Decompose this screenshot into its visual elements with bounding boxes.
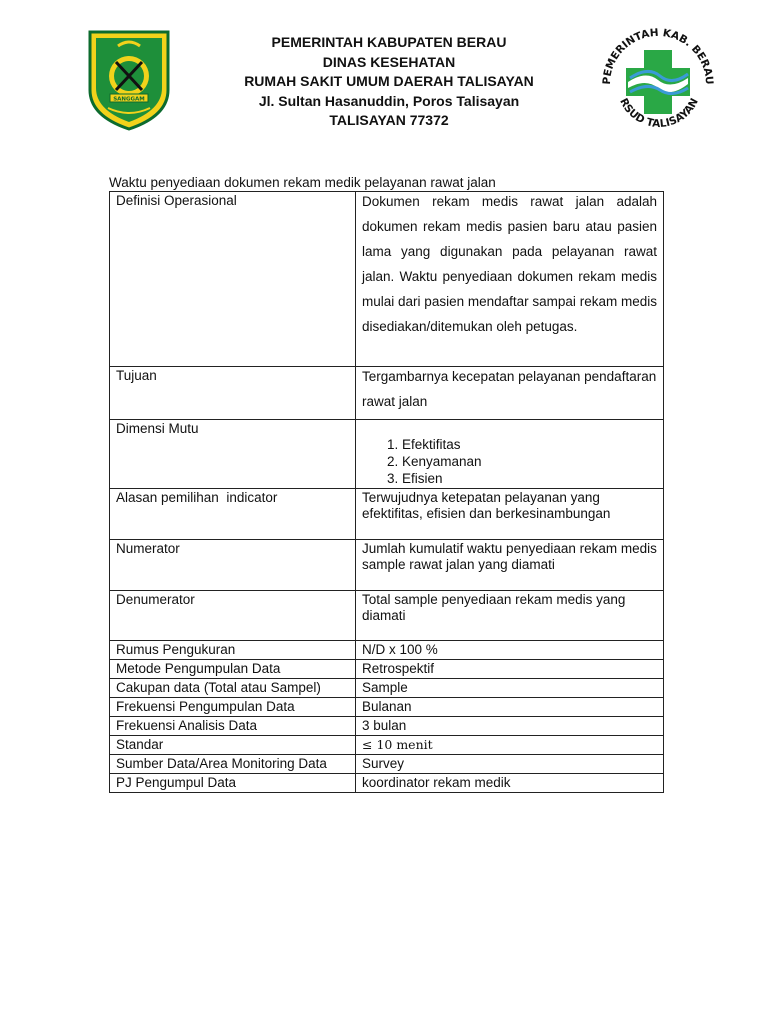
row-value: 3 bulan [356,717,664,736]
row-value: Retrospektif [356,660,664,679]
row-value [356,736,664,755]
row-label: Numerator [110,540,356,591]
table-row [110,660,664,679]
row-value: Total sample penyediaan rekam medis yang diamati [356,591,664,641]
table-row [110,755,664,774]
row-label: Dimensi Mutu [110,420,356,489]
document-title: Waktu penyediaan dokumen rekam medik pelayanan rawat jalan [109,175,496,190]
row-label: Standar [110,736,356,755]
table-row [110,540,664,591]
row-value: Survey [356,755,664,774]
table-row [110,591,664,641]
hospital-name: RUMAH SAKIT UMUM DAERAH TALISAYAN [244,73,534,89]
rsud-talisayan-logo-icon [596,22,720,140]
letterhead-text [200,33,578,131]
row-label: Metode Pengumpulan Data [110,660,356,679]
row-value: Bulanan [356,698,664,717]
row-label: Cakupan data (Total atau Sampel) [110,679,356,698]
table-row [110,698,664,717]
table-row [110,420,664,489]
row-label: PJ Pengumpul Data [110,774,356,793]
row-value-text: Dokumen rekam medis rawat jalan adalah dokumen rekam medis pasien baru atau pasien lama yang digunakan pada pelayanan rawat jalan. Waktu penyediaan dokumen rekam medis mulai dari pasien mendaftar sampai rekam medis disediakan/ditemukan oleh petugas. [362,194,657,334]
address-line: Jl. Sultan Hasanuddin, Poros Talisayan [258,92,520,109]
logo-arc-text-top: PEMERINTAH KAB. BERAU [600,26,716,85]
list-item: 1. Efektifitas [402,436,657,453]
table-row [110,367,664,420]
logo-arc-text-bottom: RSUD TALISAYAN [617,96,701,131]
table-row [110,192,664,367]
table-row [110,679,664,698]
row-value: Jumlah kumulatif waktu penyediaan rekam medis sample rawat jalan yang diamati [356,540,664,591]
row-label: Rumus Pengukuran [110,641,356,660]
table-row [110,489,664,540]
list-item: 3. Efisien [402,470,657,487]
row-label: Tujuan [110,367,356,420]
row-value [356,192,664,367]
row-label: Sumber Data/Area Monitoring Data [110,755,356,774]
row-value [356,420,664,489]
row-value-text: Tergambarnya kecepatan pelayanan pendaftaran rawat jalan [362,369,657,409]
letterhead [0,0,768,160]
row-value: Sample [356,679,664,698]
row-label: Alasan pemilihan indicator [110,489,356,540]
table-row [110,641,664,660]
row-value [356,367,664,420]
indicator-profile-table [109,191,664,793]
row-value: N/D x 100 % [356,641,664,660]
row-label: Frekuensi Pengumpulan Data [110,698,356,717]
list-item: 2. Kenyamanan [402,453,657,470]
row-label: Definisi Operasional [110,192,356,367]
berau-regency-emblem-icon [86,28,172,132]
government-name: PEMERINTAH KABUPATEN BERAU [271,34,507,50]
city-postcode: TALISAYAN 77372 [329,112,449,128]
table-row [110,774,664,793]
quality-dimension-list [362,436,657,487]
department-name: DINAS KESEHATAN [322,53,456,70]
row-value: koordinator rekam medik [356,774,664,793]
table-row [110,717,664,736]
standard-value: ≤ 10 menit [362,737,433,752]
emblem-banner-text: SANGGAM [113,96,145,103]
row-label: Denumerator [110,591,356,641]
table-row [110,736,664,755]
row-label: Frekuensi Analisis Data [110,717,356,736]
row-value: Terwujudnya ketepatan pelayanan yang efektifitas, efisien dan berkesinambungan [356,489,664,540]
